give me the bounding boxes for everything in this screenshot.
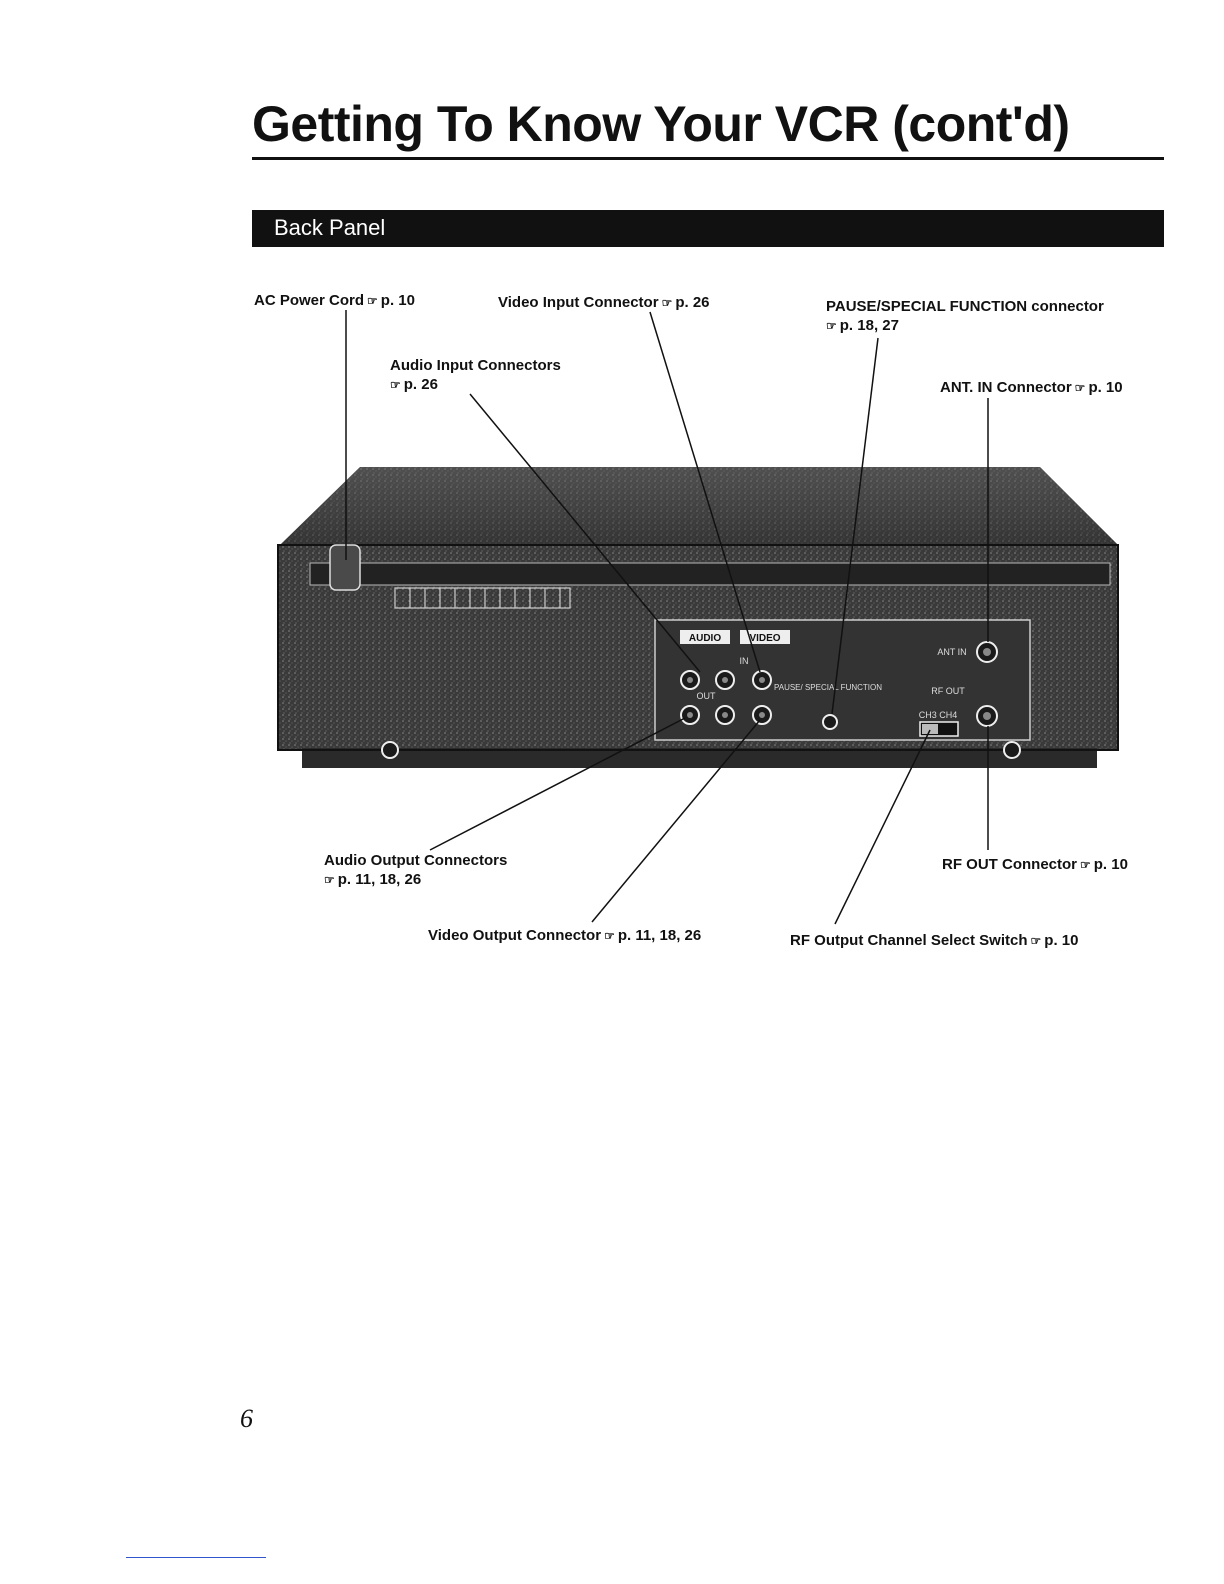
panel-in-text: IN — [739, 656, 749, 666]
label-video-output — [428, 926, 701, 946]
label-ant-in — [940, 378, 1123, 398]
panel-out-text: OUT — [696, 691, 716, 701]
panel-ch3-ch4-text: CH3 CH4 — [918, 710, 958, 720]
panel-pause-special-text: PAUSE/ SPECIAL FUNCTION — [773, 683, 883, 692]
label-pause-special — [826, 297, 1104, 336]
label-audio-output — [324, 851, 507, 890]
pause-special-jack — [823, 715, 837, 729]
pointing-hand-icon: ☞ — [1030, 934, 1042, 948]
pointing-hand-icon: ☞ — [324, 873, 335, 887]
label-video-input — [498, 293, 710, 313]
label-rf-switch — [790, 931, 1078, 951]
label-pause-special-text: PAUSE/SPECIAL FUNCTION connector — [826, 298, 1104, 315]
page-title: Getting To Know Your VCR (cont'd) — [252, 96, 1070, 152]
label-rf-out — [942, 855, 1128, 875]
label-ac-power-cord-ref: p. 10 — [380, 292, 415, 309]
section-title: Back Panel — [274, 215, 386, 240]
pointing-hand-icon: ☞ — [390, 378, 401, 392]
label-ac-power-cord-text: AC Power Cord — [254, 292, 365, 309]
label-rf-out-ref: p. 10 — [1093, 856, 1128, 873]
footer-rule — [126, 1557, 266, 1558]
page-number: 6 — [240, 1404, 253, 1433]
label-video-output-text: Video Output Connector — [428, 927, 602, 944]
label-audio-input-ref: p. 26 — [403, 376, 438, 393]
label-ac-power-cord — [254, 291, 415, 311]
pointing-hand-icon: ☞ — [826, 319, 837, 333]
pointing-hand-icon: ☞ — [604, 929, 615, 943]
label-rf-switch-text: RF Output Channel Select Switch — [790, 932, 1028, 949]
pointing-hand-icon: ☞ — [661, 296, 673, 310]
label-video-output-ref: p. 11, 18, 26 — [617, 927, 702, 944]
screw-right — [1004, 742, 1020, 758]
label-audio-output-text: Audio Output Connectors — [324, 852, 508, 869]
label-video-input-ref: p. 26 — [675, 294, 710, 311]
label-rf-switch-ref: p. 10 — [1044, 932, 1079, 949]
pointing-hand-icon: ☞ — [1074, 381, 1086, 395]
label-ant-in-ref: p. 10 — [1088, 379, 1123, 396]
pointing-hand-icon: ☞ — [1080, 858, 1091, 872]
label-pause-special-ref: p. 18, 27 — [839, 317, 899, 334]
label-audio-output-ref: p. 11, 18, 26 — [337, 871, 422, 888]
screw-left — [382, 742, 398, 758]
pointing-hand-icon: ☞ — [367, 294, 378, 308]
label-rf-out-text: RF OUT Connector — [942, 856, 1077, 873]
ac-power-cord-boss — [330, 545, 360, 590]
panel-rf-out-text: RF OUT — [931, 686, 965, 696]
panel-video-text: VIDEO — [749, 633, 781, 644]
panel-ant-in-text: ANT IN — [937, 647, 967, 657]
label-video-input-text: Video Input Connector — [498, 294, 659, 311]
label-audio-input — [390, 356, 561, 395]
label-audio-input-text: Audio Input Connectors — [390, 357, 561, 374]
label-ant-in-text: ANT. IN Connector — [940, 379, 1072, 396]
panel-audio-text: AUDIO — [688, 633, 722, 644]
